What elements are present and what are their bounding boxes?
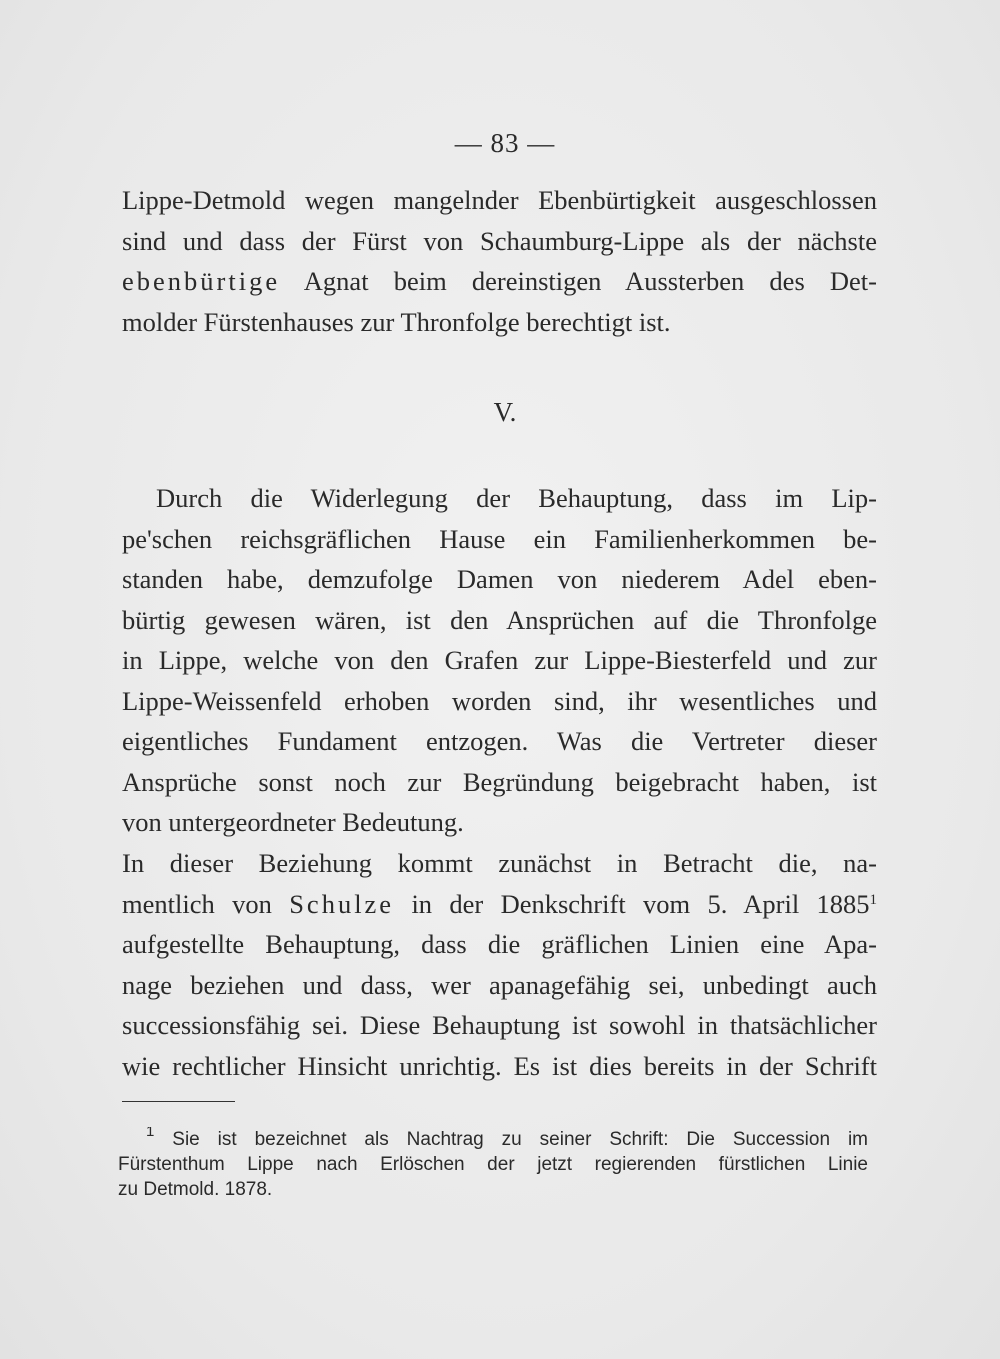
text-line: bürtig gewesen wären, ist den Ansprüchen auf die Thronfolge (122, 604, 877, 635)
text-line: eigentliches Fundament entzogen. Was die Vertreter dieser (122, 726, 877, 756)
text-line: Lippe-Detmold wegen mangelnder Ebenbürtigkeit ausgeschlossen (122, 185, 877, 215)
text-line: pe'schen reichsgräflichen Hause ein Familienherkommen be- (122, 523, 877, 554)
text-line: successionsfähig sei. Diese Behauptung ist sowohl in thatsächlicher (122, 1010, 877, 1040)
author-name-spaced: Schulze (289, 888, 395, 919)
text-line: Lippe-Weissenfeld erhoben worden sind, ihr wesentliches und (122, 685, 877, 716)
text-line: standen habe, demzufolge Damen von niederem Adel eben- (122, 564, 877, 594)
footnote-mark: 1 (146, 1127, 155, 1140)
text-fragment: in der Denkschrift vom 5. April 1885 (411, 888, 870, 919)
text-line: In dieser Beziehung kommt zunächst in Betracht die, na- (122, 848, 877, 878)
spaced-emphasis: ebenbürtige (122, 266, 281, 296)
footnote-divider (122, 1101, 235, 1102)
text-line: wie rechtlicher Hinsicht unrichtig. Es ist dies bereits in der Schrift (122, 1050, 877, 1081)
text-fragment: Agnat beim dereinstigen Aussterben des Det- (303, 266, 877, 296)
text-line: Ansprüche sonst noch zur Begründung beigebracht haben, ist (122, 766, 877, 797)
text-line (122, 261, 877, 302)
text-line: Durch die Widerlegung der Behauptung, dass im Lip- (156, 483, 877, 513)
text-line: aufgestellte Behauptung, dass die gräflichen Linien eine Apa- (122, 929, 877, 959)
paragraph-1 (122, 478, 877, 843)
section-heading: V. (493, 397, 517, 427)
paragraph-2 (122, 843, 877, 1086)
text-line (122, 884, 877, 925)
footnote-reference: 1 (869, 891, 877, 908)
page-number: — 83 — (454, 128, 556, 158)
text-line: nage beziehen und dass, wer apanagefähig sei, unbedingt auch (122, 969, 877, 1000)
text-fragment: Sie ist bezeichnet als Nachtrag zu seiner Schrift: Die Succession im (172, 1129, 868, 1150)
text-line: molder Fürstenhauses zur Thronfolge berechtigt ist. (122, 306, 671, 337)
text-fragment: mentlich von (122, 888, 272, 919)
intro-paragraph (122, 180, 877, 342)
text-line: von untergeordneter Bedeutung. (122, 807, 464, 837)
footnote-line: zu Detmold. 1878. (118, 1179, 273, 1200)
footnote (118, 1127, 868, 1202)
text-line: sind und dass der Fürst von Schaumburg-Lippe als der nächste (122, 225, 877, 256)
footnote-line: Fürstenthum Lippe nach Erlöschen der jetzt regierenden fürstlichen Linie (118, 1154, 868, 1175)
footnote-line (118, 1127, 868, 1152)
text-line: in Lippe, welche von den Grafen zur Lippe-Biesterfeld und zur (122, 645, 877, 675)
